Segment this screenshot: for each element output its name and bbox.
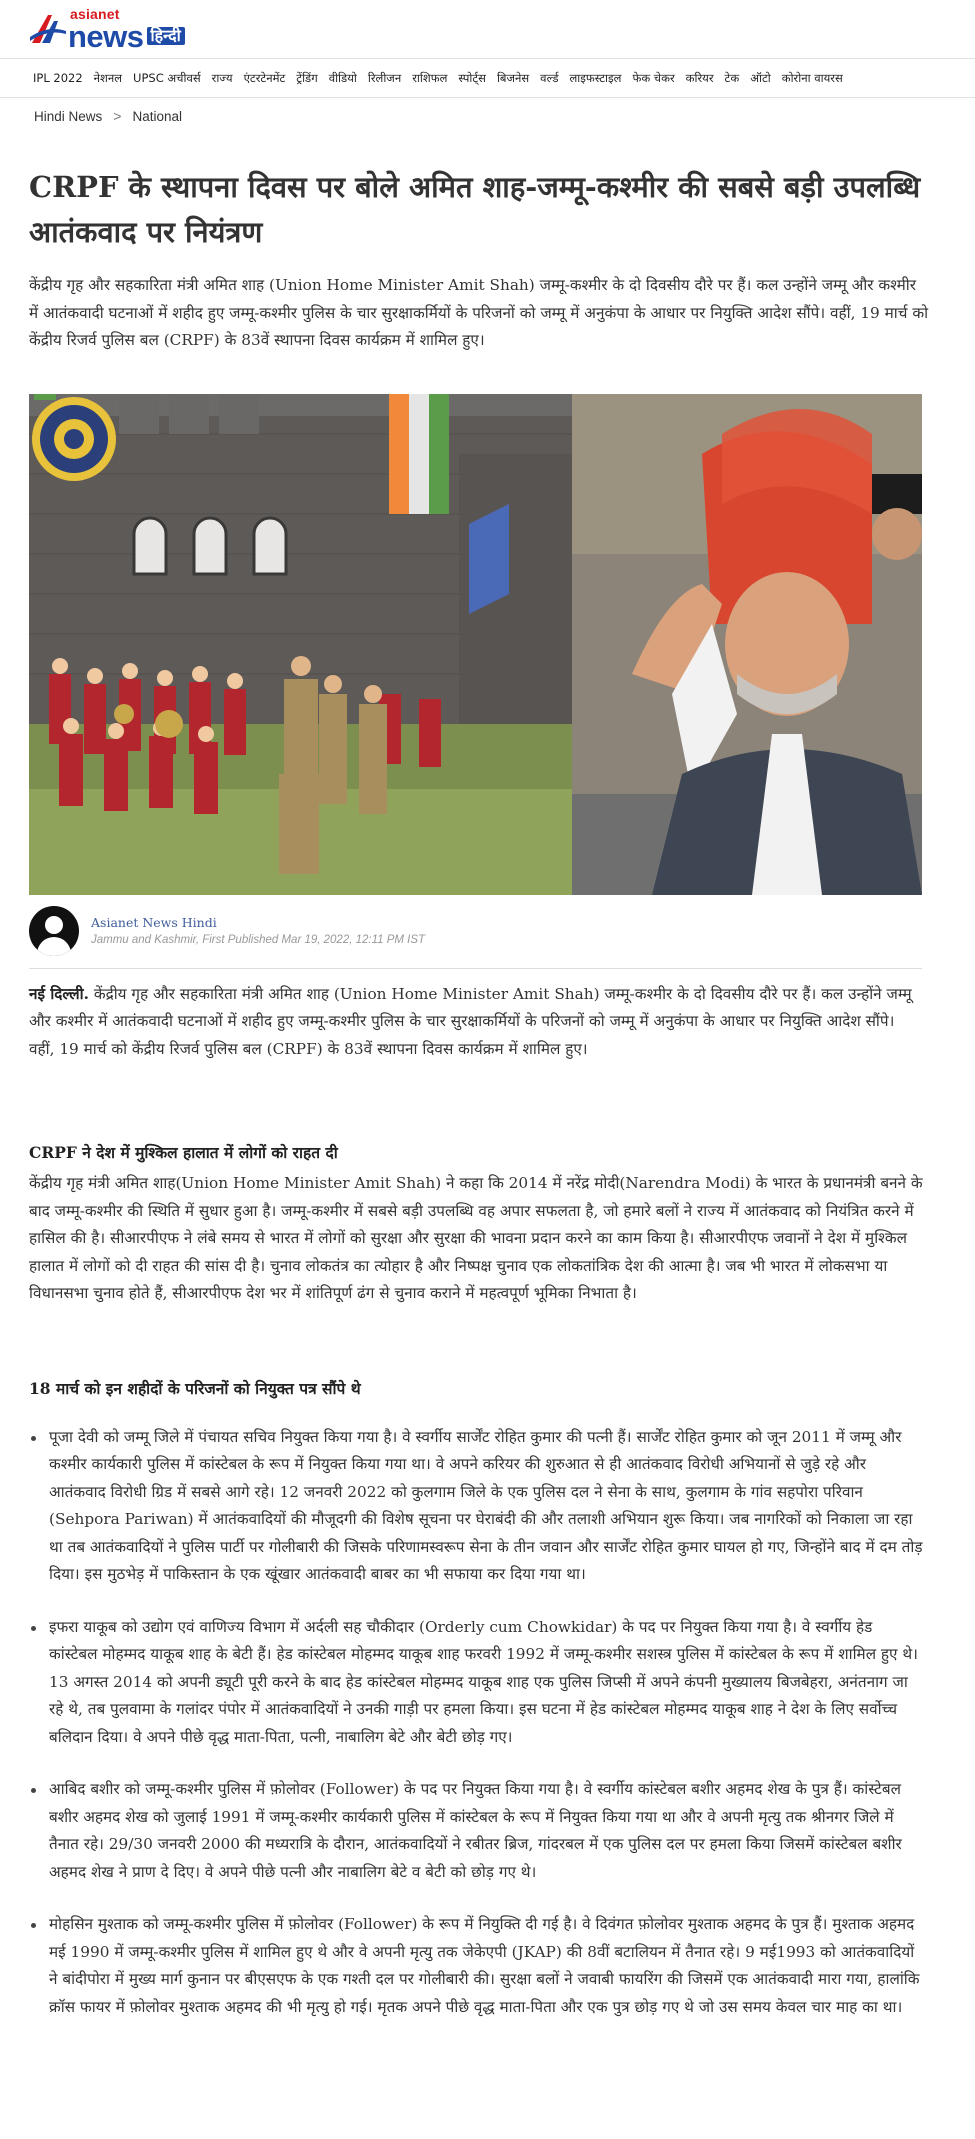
logo-swoosh-icon [30, 11, 66, 47]
nav-item-auto[interactable]: ऑटो [750, 70, 771, 85]
nav-item-religion[interactable]: रिलीजन [367, 70, 402, 85]
logo-hindi-badge: हिन्दी [147, 27, 185, 45]
nav-item-coronavirus[interactable]: कोरोना वायरस [781, 70, 843, 85]
article-paragraph-2: केंद्रीय गृह मंत्री अमित शाह(Union Home Minister Amit Shah) ने कहा कि 2014 में नरेंद्र मोदी(Narendra Modi) के भारत के प्रधानमंत्री बनने के बाद जम्मू-कश्मीर की स्थिति में सुधार हुआ है। जम्मू-कश्मीर में सबसे बड़ी उपलब्धि वह अपार सफलता है, जो हमारे बलों ने राज्य में आतंकवाद को नियंत्रित करने में हासिल की है। सीआरपीएफ ने लंबे समय से भारत में लोगों को सुरक्षा और सुरक्षा की भावना प्रदान करने का काम किया है। सीआरपीएफ जवानों ने देश में मुश्किल हालात में लोगों को दी राहत की सांस दी है। चुनाव लोकतंत्र का त्योहार है और निष्पक्ष चुनाव एक लोकतांत्रिक देश की आत्मा है। जब भी भारत में लोकसभा या विधानसभा चुनाव होते हैं, सीआरपीएफ देश भर में शांतिपूर्ण ढंग से चुनाव कराने में महत्वपूर्ण भूमिका निभाता है। [29, 1174, 923, 1302]
nav-item-states[interactable]: राज्य [211, 70, 233, 85]
nav-item-video[interactable]: वीडियो [328, 70, 357, 85]
hero-image [29, 394, 922, 895]
publish-meta: Jammu and Kashmir, First Published Mar 19, 2022, 12:11 PM IST [91, 934, 426, 946]
list-item: पूजा देवी को जम्मू जिले में पंचायत सचिव नियुक्त किया गया है। वे स्वर्गीय सार्जेंट रोहित कुमार की पत्नी हैं। सार्जेंट रोहित कुमार को जून 2011 में जम्मू और कश्मीर कार्यकारी पुलिस में कांस्टेबल के रूप में नियुक्त किया गया था। वे अपने करियर की शुरुआत से ही आतंकवाद विरोधी अभियानों से जुड़े रहे और आतंकवाद विरोधी ग्रिड में सबसे आगे रहे। 12 जनवरी 2022 को कुलगाम जिले के एक पुलिस दल ने सेना के साथ, कुलगाम के गांव सहपोरा परिवान (Sehpora Pariwan) में आतंकवादियों की मौजूदगी की विशेष सूचना पर घेराबंदी की और तलाशी अभियान शुरू किया। जब नागरिकों को निकाला जा रहा था तब आतंकवादियों ने पुलिस पार्टी पर गोलीबारी की जिसके परिणामस्वरूप सेना के तीन जवान और सार्जेंट रोहित कुमार घायल हो गए, जिन्होंने बाद में दम तोड़ दिया। इस मुठभेड़ में पाकिस्तान के एक खूंखार आतंकवादी बाबर का भी सफाया कर दिया गया था। [29, 1424, 924, 1589]
article-paragraph-1 [29, 981, 924, 1064]
logo-asianet-text: asianet [70, 5, 120, 22]
list-item: इफरा याकूब को उद्योग एवं वाणिज्य विभाग में अर्दली सह चौकीदार (Orderly cum Chowkidar) के पद पर नियुक्त किया गया है। वे स्वर्गीय हेड कांस्टेबल मोहम्मद याकूब शाह के बेटी हैं। हेड कांस्टेबल मोहम्मद याकूब शाह फरवरी 1992 में जम्मू-कश्मीर सशस्त्र पुलिस में कांस्टेबल के रूप में शामिल हुए थे। 13 अगस्त 2014 को अपनी ड्यूटी पूरी करने के बाद हेड कांस्टेबल मोहम्मद याकूब शाह एक पुलिस जिप्सी में अपने कंपनी मुख्यालय बिजबेहरा, अनंतनाग जा रहे थे, तब पुलवामा के गलांदर पंपोर में आतंकवादियों ने उनकी गाड़ी पर हमला किया। इस घटना में हेड कांस्टेबल मोहम्मद याकूब शाह ने देश के लिए सर्वोच्च बलिदान दिया। वे अपने पीछे वृद्ध माता-पिता, पत्नी, नाबालिग बेटे और बेटी छोड़ गए। [29, 1614, 924, 1752]
nav-item-tech[interactable]: टेक [724, 70, 740, 85]
nav-item-lifestyle[interactable]: लाइफस्टाइल [569, 70, 622, 85]
site-logo[interactable] [30, 6, 185, 52]
article-summary: केंद्रीय गृह और सहकारिता मंत्री अमित शाह (Union Home Minister Amit Shah) जम्मू-कश्मीर के दो दिवसीय दौरे पर हैं। कल उन्होंने जम्मू और कश्मीर में आतंकवादी घटनाओं में शहीद हुए जम्मू-कश्मीर पुलिस के चार सुरक्षाकर्मियों के परिजनों को जम्मू में अनुकंपा के आधार पर नियुक्ति आदेश सौंपे। वहीं, 19 मार्च को केंद्रीय रिजर्व पुलिस बल (CRPF) के 83वें स्थापना दिवस कार्यक्रम में शामिल हुए। [29, 276, 929, 349]
nav-item-upsc[interactable]: UPSC अचीवर्स [133, 70, 201, 85]
breadcrumb-separator: > [113, 108, 122, 124]
list-item: आबिद बशीर को जम्मू-कश्मीर पुलिस में फ़ोलोवर (Follower) के पद पर नियुक्त किया गया है। वे स्वर्गीय कांस्टेबल बशीर अहमद शेख के पुत्र हैं। कांस्टेबल बशीर अहमद शेख को जुलाई 1991 में जम्मू-कश्मीर कार्यकारी पुलिस में कांस्टेबल के रूप में नियुक्त किया गया था और वे अपनी मृत्यु तक श्रीनगर जिले में तैनात रहे। 29/30 जनवरी 2000 की मध्यरात्रि के दौरान, आतंकवादियों ने रबीतर ब्रिज, गांदरबल में एक पुलिस दल पर हमला किया जिसमें कांस्टेबल बशीर अहमद शेख ने प्राण दे दिए। वे अपने पीछे पत्नी और नाबालिग बेटे व बेटी को छोड़ गए थे। [29, 1776, 924, 1886]
author-avatar [29, 906, 79, 956]
nav-item-horoscope[interactable]: राशिफल [412, 70, 448, 85]
nav-item-entertainment[interactable]: एंटरटेनमेंट [243, 70, 286, 85]
author-name[interactable]: Asianet News Hindi [91, 915, 217, 930]
nav-item-ipl[interactable]: IPL 2022 [33, 71, 83, 85]
byline [29, 904, 950, 958]
nav-item-trending[interactable]: ट्रेंडिंग [296, 70, 318, 85]
logo-news-text: news [68, 18, 144, 54]
section-heading-crpf: CRPF ने देश में मुश्किल हालात में लोगों को राहत दी [29, 1143, 338, 1162]
article-title: CRPF के स्थापना दिवस पर बोले अमित शाह-जम्मू-कश्मीर की सबसे बड़ी उपलब्धि आतंकवाद पर नियंत्रण [29, 170, 921, 249]
article [0, 165, 950, 2021]
site-header [0, 0, 975, 58]
breadcrumb-home[interactable]: Hindi News [34, 108, 103, 124]
nav-item-national[interactable]: नेशनल [93, 70, 123, 85]
list-item: मोहसिन मुश्ताक को जम्मू-कश्मीर पुलिस में फ़ोलोवर (Follower) के रूप में नियुक्ति दी गई है। वे दिवंगत फ़ोलोवर मुश्ताक अहमद के पुत्र हैं। मुश्ताक अहमद मई 1990 में जम्मू-कश्मीर पुलिस में शामिल हुए थे और वे अपनी मृत्यु तक जेकेएपी (JKAP) की 8वीं बटालियन में तैनात रहे। 9 मई1993 को आतंकवादियों ने बांदीपोरा में मुख्य मार्ग कुनान पर बीएसएफ के एक गश्ती दल पर गोलीबारी की। सुरक्षा बलों ने जवाबी फायरिंग की जिसमें एक आतंकवादी मारा गया, हालांकि क्रॉस फायर में फ़ोलोवर मुश्ताक अहमद की भी मृत्यु हो गई। मृतक अपने पीछे वृद्ध माता-पिता और एक पुत्र छोड़ गए थे जो उस समय केवल चार माह का था। [29, 1911, 924, 2021]
nav-item-fake-checker[interactable]: फेक चेकर [632, 70, 675, 85]
breadcrumb [0, 100, 975, 132]
hero-image-parade [29, 394, 572, 895]
breadcrumb-section[interactable]: National [132, 108, 182, 124]
main-nav [0, 58, 975, 98]
nav-item-career[interactable]: करियर [685, 70, 714, 85]
nav-item-world[interactable]: वर्ल्ड [540, 70, 559, 85]
byline-divider [29, 968, 922, 969]
paragraph-1-text: केंद्रीय गृह और सहकारिता मंत्री अमित शाह (Union Home Minister Amit Shah) जम्मू-कश्मीर के दो दिवसीय दौरे पर हैं। कल उन्होंने जम्मू और कश्मीर में आतंकवादी घटनाओं में शहीद हुए जम्मू-कश्मीर पुलिस के चार सुरक्षाकर्मियों के परिजनों को जम्मू में अनुकंपा के आधार पर नियुक्ति आदेश सौंपे। वहीं, 19 मार्च को केंद्रीय रिजर्व पुलिस बल (CRPF) के 83वें स्थापना दिवस कार्यक्रम में शामिल हुए। [29, 984, 912, 1058]
nav-item-sports[interactable]: स्पोर्ट्स [458, 70, 486, 85]
nav-item-business[interactable]: बिजनेस [496, 70, 530, 85]
dateline: नई दिल्ली. [29, 984, 89, 1003]
section-heading-martyrs: 18 मार्च को इन शहीदों के परिजनों को नियुक्त पत्र सौंपे थे [29, 1378, 361, 1398]
appointments-list [29, 1424, 924, 2022]
hero-image-salute [572, 394, 922, 895]
